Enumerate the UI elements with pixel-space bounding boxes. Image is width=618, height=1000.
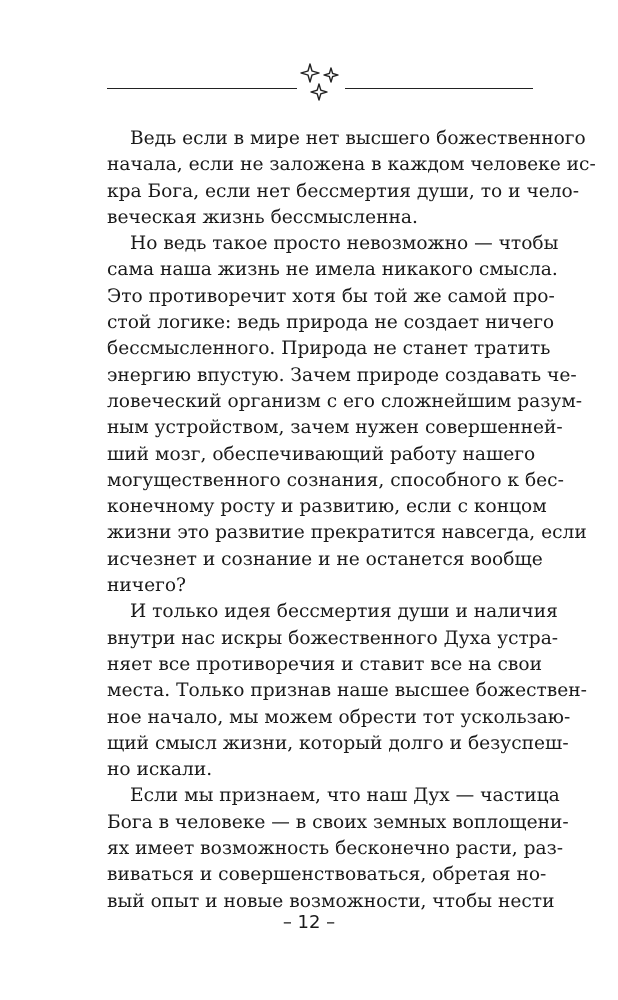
text-line: вый опыт и новые возможности, чтобы нести bbox=[107, 890, 555, 912]
text-line: Это противоречит хотя бы той же самой про- bbox=[107, 285, 555, 307]
text-line: могущественного сознания, способного к бес- bbox=[107, 469, 564, 491]
text-line: сама наша жизнь не имела никакого смысла. bbox=[107, 259, 558, 281]
text-line: жизни это развитие прекратится навсегда, если bbox=[107, 522, 587, 544]
text-line: ничего? bbox=[107, 575, 186, 597]
text-line: ным устройством, зачем нужен совершенней- bbox=[107, 417, 563, 439]
page-number: – 12 – bbox=[282, 912, 336, 933]
text-line: конечному росту и развитию, если с концом bbox=[107, 496, 547, 518]
text-line: Но ведь такое просто невозможно — чтобы bbox=[130, 233, 559, 255]
header-rule-right bbox=[345, 88, 533, 89]
text-line: И только идея бессмертия души и наличия bbox=[130, 601, 558, 623]
text-line: веческая жизнь бессмысленна. bbox=[107, 206, 418, 228]
text-line: ное начало, мы можем обрести тот ускользаю- bbox=[107, 706, 571, 728]
header-rule-left bbox=[107, 88, 297, 89]
text-line: внутри нас искры божественного Духа устра- bbox=[107, 627, 559, 649]
text-line: щий смысл жизни, который долго и безуспеш- bbox=[107, 732, 569, 754]
text-line: начала, если не заложена в каждом человеке ис- bbox=[107, 154, 596, 176]
four-point-star-ornament-icon bbox=[298, 60, 344, 106]
text-line: няет все противоречия и ставит все на свои bbox=[107, 653, 542, 675]
text-line: виваться и совершенствоваться, обретая но- bbox=[107, 864, 547, 886]
text-line: Бога в человеке — в своих земных воплощени- bbox=[107, 811, 569, 833]
text-line: исчезнет и сознание и не останется вообще bbox=[107, 548, 543, 570]
text-line: кра Бога, если нет бессмертия души, то и чело- bbox=[107, 180, 580, 202]
text-line: Ведь если в мире нет высшего божественного bbox=[130, 128, 586, 149]
text-line: бессмысленного. Природа не станет тратить bbox=[107, 338, 551, 360]
text-line: стой логике: ведь природа не создает ничего bbox=[107, 312, 555, 334]
text-line: ях имеет возможность бесконечно расти, раз- bbox=[107, 838, 564, 860]
body-text bbox=[107, 126, 596, 915]
text-line: но искали. bbox=[107, 759, 213, 781]
text-line: энергию впустую. Зачем природе создавать че- bbox=[107, 364, 577, 386]
text-line: ший мозг, обеспечивающий работу нашего bbox=[107, 443, 536, 465]
page-header bbox=[0, 0, 618, 110]
text-line: места. Только признав наше высшее божествен- bbox=[107, 680, 587, 702]
text-line: ловеческий организм с его сложнейшим разум- bbox=[107, 390, 583, 412]
text-line: Если мы признаем, что наш Дух — частица bbox=[130, 785, 560, 807]
